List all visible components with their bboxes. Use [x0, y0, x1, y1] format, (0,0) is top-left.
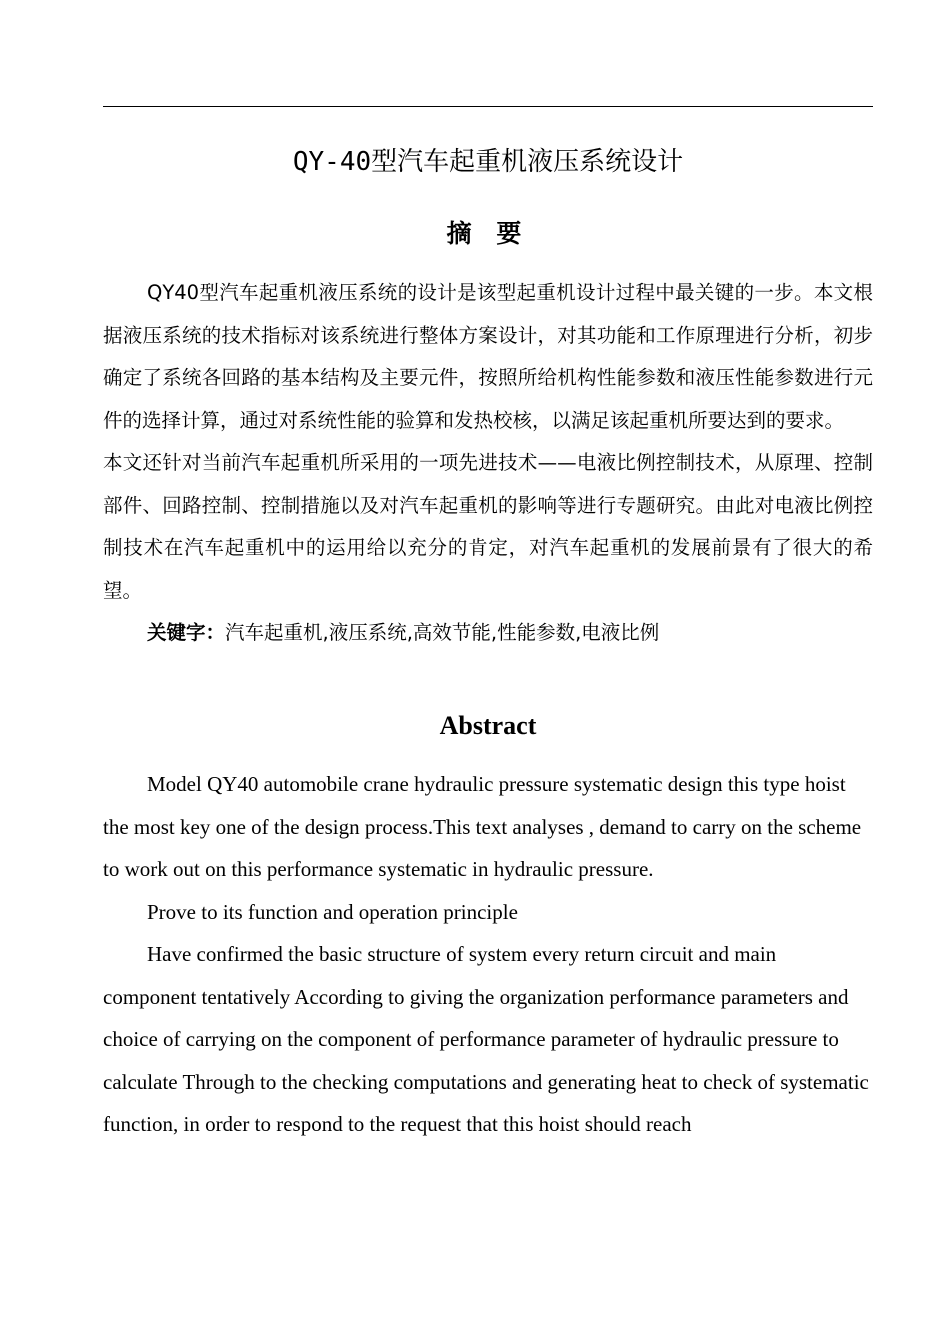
keywords-line	[103, 612, 873, 655]
keywords-label: 关键字：	[147, 621, 226, 644]
abstract-cn-paragraph-2: 本文还针对当前汽车起重机所采用的一项先进技术——电液比例控制技术，从原理、控制部件、回路控制、控制措施以及对汽车起重机的影响等进行专题研究。由此对电液比例控制技术在汽车起重机中的运用给以充分的肯定，对汽车起重机的发展前景有了很大的希望。	[103, 451, 873, 602]
abstract-cn-body	[103, 272, 873, 655]
header-rule	[103, 106, 873, 107]
abstract-cn-paragraph-1: QY40型汽车起重机液压系统的设计是该型起重机设计过程中最关键的一步。本文根据液压系统的技术指标对该系统进行整体方案设计，对其功能和工作原理进行分析，初步确定了系统各回路的基本结构及主要元件，按照所给机构性能参数和液压性能参数进行元件的选择计算，通过对系统性能的验算和发热校核，以满足该起重机所要达到的要求。	[103, 281, 873, 432]
abstract-cn-heading: 摘 要	[446, 219, 530, 248]
keywords-value: 汽车起重机,液压系统,高效节能,性能参数,电液比例	[225, 621, 660, 644]
document-title: QY-40型汽车起重机液压系统设计	[292, 147, 684, 177]
abstract-en-paragraph-2: Prove to its function and operation principle	[147, 899, 518, 924]
abstract-en-paragraph-3: Have confirmed the basic structure of system every return circuit and main component tentatively According to giving the organization performance parameters and choice of carrying on the component of performance parameter of hydraulic pressure to calculate Through to the checking computations and generating heat to check of systematic function, in order to respond to the request that this hoist should reach	[103, 942, 869, 1136]
abstract-en-paragraph-1: Model QY40 automobile crane hydraulic pressure systematic design this type hoist the most key one of the design process.This text analyses , demand to carry on the scheme to work out on this performance systematic in hydraulic pressure.	[103, 772, 862, 881]
abstract-en-heading: Abstract	[439, 711, 537, 740]
abstract-en-body	[103, 763, 873, 1146]
